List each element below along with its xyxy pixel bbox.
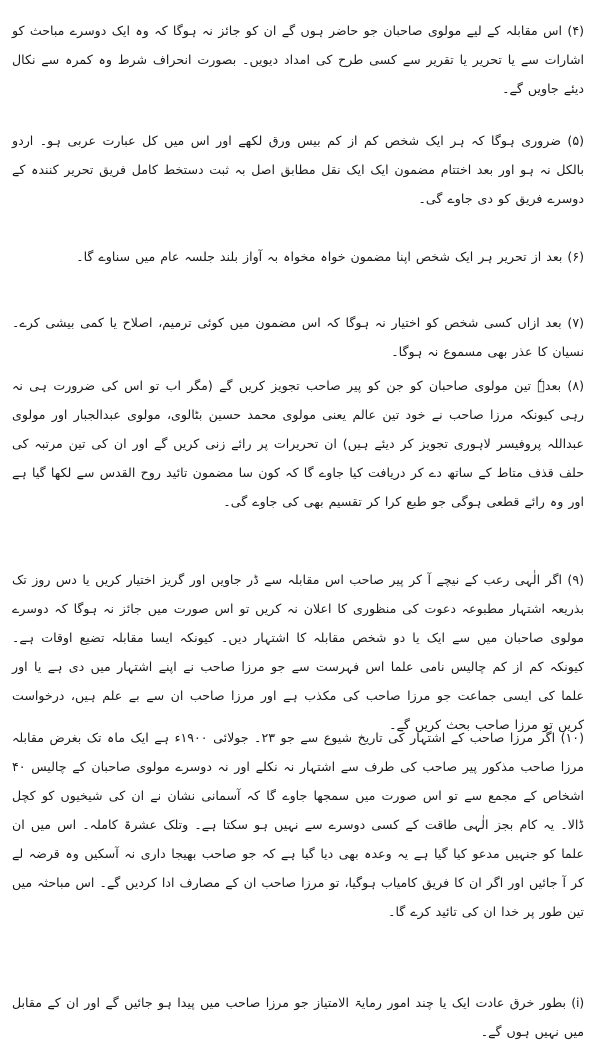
- paragraph-10: (۱۰) اگر مرزا صاحب کے اشتہار کی تاریخ شیوع سے جو ۲۳۔ جولائی ۱۹۰۰ء ہے ایک ماہ تک بغرض مقابلہ مرزا صاحب مذکور پیر صاحب کی طرف سے اشتہار نہ نکلے اور نہ دوسرے مولوی صاحبان کے چالیس ۴۰ اشخاص کے مجمع سے تو اس صورت میں سمجھا جاوے گا کہ آسمانی نشان نے ان کی شیخیوں کو کچل ڈالا۔ یہ کام بجز الٰہی طاقت کے کسی دوسرے سے نہیں ہو سکتا ہے۔ وتلک عشرۃ کاملہ۔ اس میں ان علما کو جنہیں مدعو کیا گیا ہے یہ وعدہ بھی دیا گیا ہے کہ جو صاحب بھیجا داری نہ آسکیں وہ قرضہ لے کر آ جائیں اور اگر ان کا فریق کامیاب ہوگیا، تو مرزا صاحب ان کے مصارف ادا کردیں گے۔ اس مباحثہ میں تین طور پر خدا ان کی تائید کرے گا۔: [12, 729, 584, 919]
- paragraph-i: (i) بطور خرق عادت ایک یا چند امور رمایۃ الامتیاز جو مرزا صاحب میں پیدا ہو جائیں گے اور ان کے مقابل میں نہیں ہوں گے۔: [12, 994, 584, 1039]
- paragraph-9: (۹) اگر الٰہی رعب کے نیچے آ کر پیر صاحب اس مقابلہ سے ڈر جاویں اور گریز اختیار کریں یا دس روز تک بذریعہ اشتہار مطبوعہ دعوت کی منظوری کا اعلان نہ کریں تو اس صورت میں جائز نہ ہوگا کہ دوسرے مولوی صاحبان میں سے ایک یا دو شخص مقابلہ کا اشتہار دیں۔ کیونکہ ایسا مقابلہ تضیع اوقات ہے۔ کیونکہ کم از کم چالیس نامی علما اس فہرست سے جو مرزا صاحب نے اپنے اشتہار میں دی ہے یا اور علما کی ایسی جماعت جو مرزا صاحب کی مکذب ہے اور مرزا صاحب ان سے بے علم ہیں، درخواست کریں تو مرزا صاحب بحث کریں گے۔: [12, 571, 584, 732]
- paragraph-4: (۴) اس مقابلہ کے لیے مولوی صاحبان جو حاضر ہوں گے ان کو جائز نہ ہوگا کہ وہ ایک دوسرے مباحث کو اشارات سے یا تحریر یا تقریر سے کسی طرح کی امداد دیویں۔ بصورت انحراف شرط وہ کمرہ سے نکال دیئے جاویں گے۔: [12, 22, 584, 96]
- paragraph-6: (۶) بعد از تحریر ہر ایک شخص اپنا مضمون خواہ مخواہ بہ آواز بلند جلسہ عام میں سناوے گا۔: [76, 248, 584, 264]
- paragraph-8: (۸) بعدہٗ تین مولوی صاحبان کو جن کو پیر صاحب تجویز کریں گے (مگر اب تو اس کی ضرورت ہی نہ رہی کیونکہ مرزا صاحب نے خود تین عالم یعنی مولوی محمد حسین بٹالوی، مولوی عبدالجبار اور مولوی عبداللہ پروفیسر لاہوری تجویز کر دیئے ہیں) ان تحریرات پر رائے زنی کریں گے اور ان کی تین مرتبہ کی حلف قذف متاط کے ساتھ دے کر دریافت کیا جاوے گا کہ کون سا مضمون تائید روح القدس سے لکھا گیا ہے اور وہ رائے قطعی ہوگی جو طبع کرا کر تقسیم بھی کی جاوے گی۔: [12, 377, 584, 509]
- paragraph-7: (۷) بعد ازاں کسی شخص کو اختیار نہ ہوگا کہ اس مضمون میں کوئی ترمیم، اصلاح یا کمی بیشی کرے۔ نسیان کا عذر بھی مسموع نہ ہوگا۔: [12, 314, 584, 359]
- paragraph-5: (۵) ضروری ہوگا کہ ہر ایک شخص کم از کم بیس ورق لکھے اور اس میں کل عبارت عربی ہو۔ اردو بالکل نہ ہو اور بعد اختتام مضمون ایک ایک نقل مطابق اصل بہ ثبت دستخط کامل فریق تحریر کنندہ کے دوسرے فریق کو دی جاوے گی۔: [12, 132, 584, 206]
